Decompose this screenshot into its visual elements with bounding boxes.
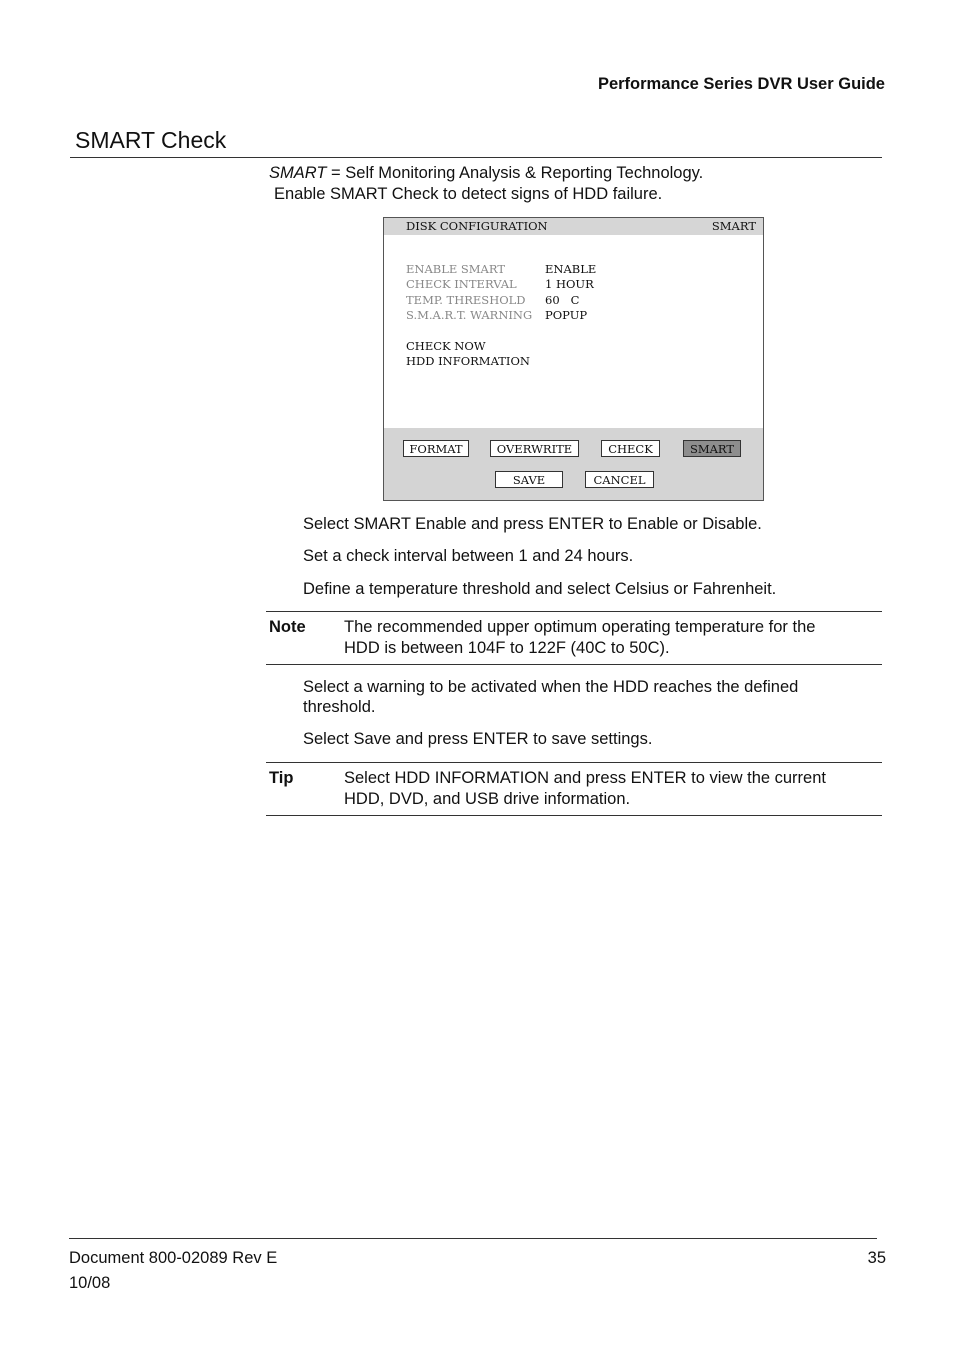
check-button[interactable]: CHECK <box>601 440 660 457</box>
save-button[interactable]: SAVE <box>495 471 563 488</box>
format-button[interactable]: FORMAT <box>403 440 469 457</box>
check-interval-label: CHECK INTERVAL <box>406 277 517 291</box>
screen-title-bar <box>384 218 763 235</box>
smart-term: SMART <box>269 164 327 182</box>
step-warning-line1: Select a warning to be activated when the HDD reaches the defined <box>303 678 799 696</box>
check-interval-value[interactable]: 1 HOUR <box>545 277 594 291</box>
temp-threshold-value[interactable]: 60 C <box>545 293 580 307</box>
check-now-link[interactable]: CHECK NOW <box>406 339 486 353</box>
running-header: Performance Series DVR User Guide <box>597 75 885 93</box>
tip-label: Tip <box>269 769 294 787</box>
screen-title: DISK CONFIGURATION <box>406 219 548 233</box>
document-number: Document 800-02089 Rev E <box>69 1249 278 1267</box>
note-text-line1: The recommended upper optimum operating temperature for the <box>344 618 816 636</box>
overwrite-button[interactable]: OVERWRITE <box>490 440 579 457</box>
smart-definition <box>269 163 703 184</box>
screen-tab-label: SMART <box>711 219 756 233</box>
enable-smart-label: ENABLE SMART <box>406 262 505 276</box>
step-interval: Set a check interval between 1 and 24 hours. <box>303 547 634 565</box>
step-warning-line2: threshold. <box>303 698 376 716</box>
footer-divider <box>69 1238 877 1239</box>
page-number: 35 <box>867 1249 886 1267</box>
smart-button[interactable]: SMART <box>683 440 741 457</box>
tip-bottom-rule <box>266 815 882 816</box>
cancel-button[interactable]: CANCEL <box>585 471 654 488</box>
step-enable: Select SMART Enable and press ENTER to Enable or Disable. <box>303 515 762 533</box>
smart-warning-value[interactable]: POPUP <box>545 308 588 322</box>
tip-text-line1: Select HDD INFORMATION and press ENTER to view the current <box>344 769 826 787</box>
enable-smart-value[interactable]: ENABLE <box>545 262 597 276</box>
screen-button-bar <box>384 428 763 500</box>
disk-configuration-screen <box>383 217 764 501</box>
tip-top-rule <box>266 762 882 763</box>
tip-text-line2: HDD, DVD, and USB drive information. <box>344 790 631 808</box>
document-date: 10/08 <box>69 1274 111 1292</box>
intro-text: Enable SMART Check to detect signs of HDD failure. <box>274 185 663 203</box>
step-save: Select Save and press ENTER to save settings. <box>303 730 653 748</box>
hdd-information-link[interactable]: HDD INFORMATION <box>406 354 530 368</box>
smart-term-definition: = Self Monitoring Analysis & Reporting Technology. <box>326 164 704 182</box>
section-title: SMART Check <box>75 127 227 153</box>
note-top-rule <box>266 611 882 612</box>
note-text-line2: HDD is between 104F to 122F (40C to 50C). <box>344 639 670 657</box>
section-divider <box>70 157 882 158</box>
note-bottom-rule <box>266 664 882 665</box>
step-temperature: Define a temperature threshold and select Celsius or Fahrenheit. <box>303 580 777 598</box>
smart-warning-label: S.M.A.R.T. WARNING <box>406 308 533 322</box>
temp-threshold-label: TEMP. THRESHOLD <box>406 293 526 307</box>
note-label: Note <box>269 618 306 636</box>
